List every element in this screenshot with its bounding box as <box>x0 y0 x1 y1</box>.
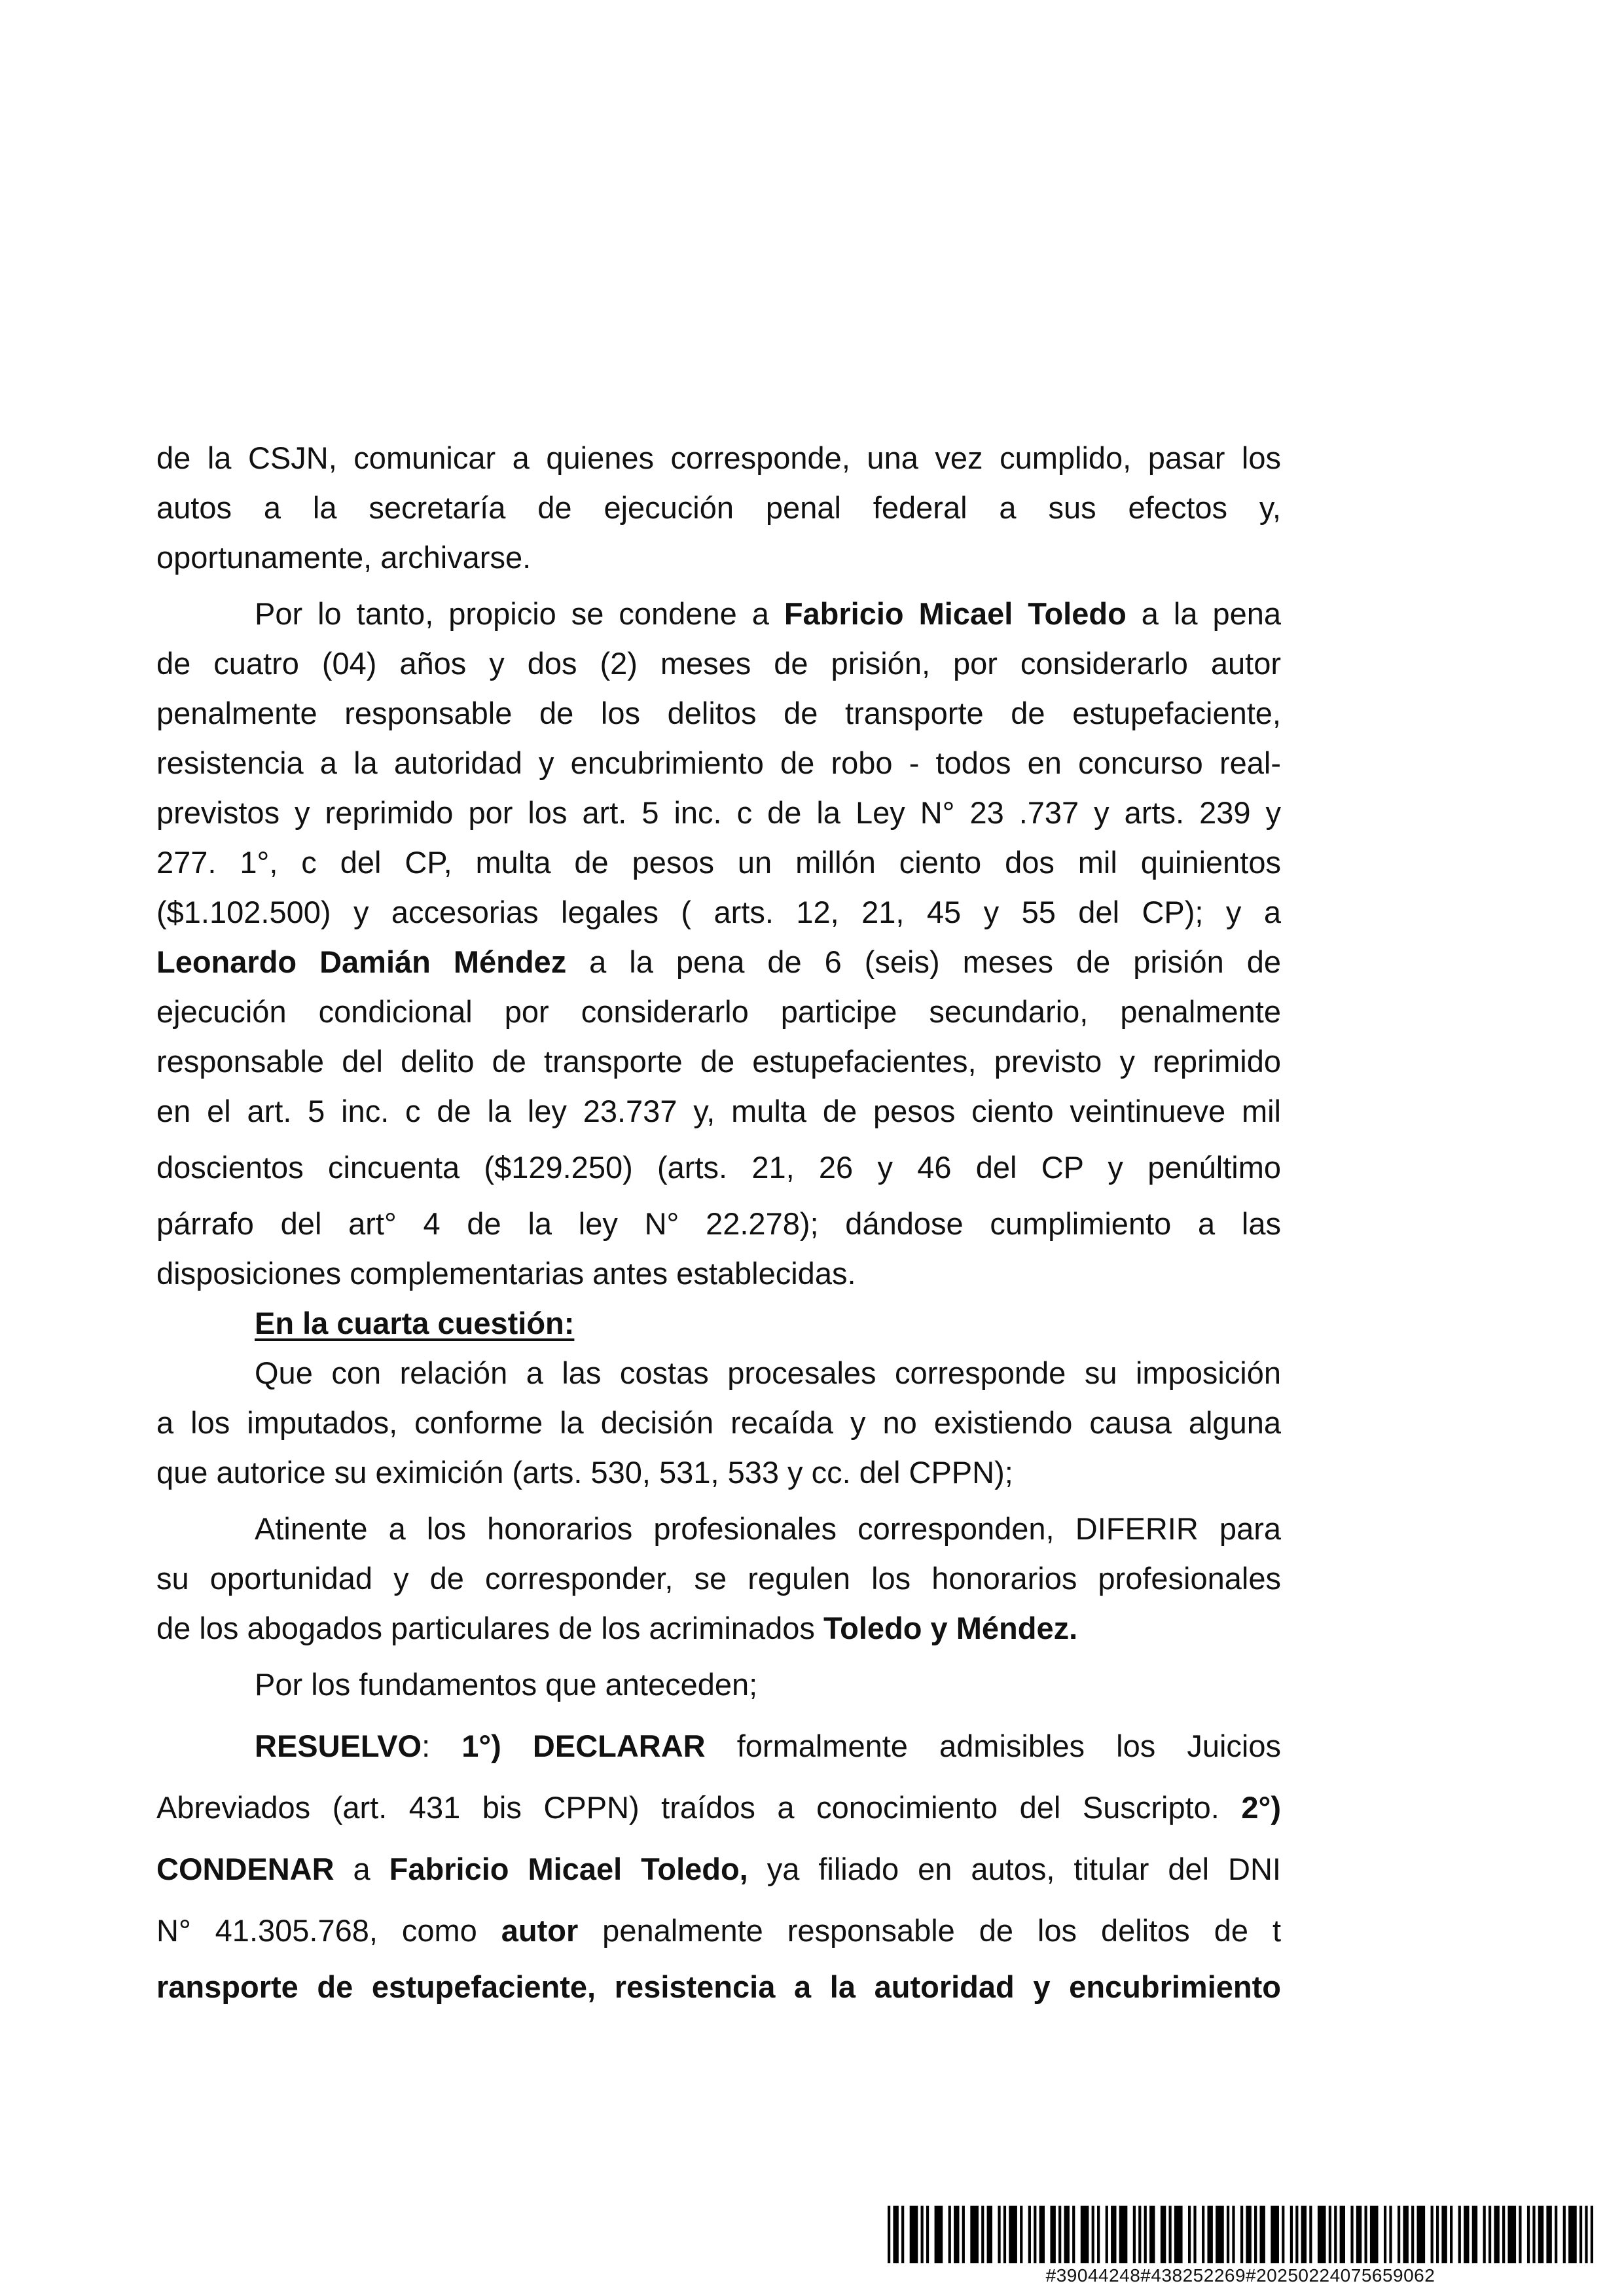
barcode-bar <box>1546 2206 1551 2263</box>
barcode-bar <box>1519 2206 1521 2263</box>
barcode-bar <box>998 2206 1000 2263</box>
barcode-bar <box>1340 2206 1345 2263</box>
resuelvo-label: RESUELVO <box>255 1729 422 1763</box>
barcode-bar <box>970 2206 979 2263</box>
text-line: 277. 1°, c del CP, multa de pesos un millón ciento dos mil quinientos <box>156 845 1281 880</box>
barcode-bar <box>962 2206 965 2263</box>
name-toledo: Fabricio Micael Toledo <box>784 596 1127 631</box>
condenar-label: CONDENAR <box>156 1852 334 1886</box>
barcode-bar <box>1050 2206 1055 2263</box>
text-line: Abreviados (art. 431 bis CPPN) traídos a conocimiento del Suscripto. 2°) <box>156 1790 1281 1825</box>
name-mendez: Leonardo Damián Méndez <box>156 944 567 979</box>
barcode-number: #39044248#438252269#20250224075659062 <box>1045 2265 1435 2286</box>
barcode-bar <box>1329 2206 1331 2263</box>
barcode-bar <box>1502 2206 1505 2263</box>
barcode-bar <box>1169 2206 1172 2263</box>
barcode-bar <box>1202 2206 1204 2263</box>
barcode-bar <box>1207 2206 1212 2263</box>
text-line: responsable del delito de transporte de estupefacientes, previsto y reprimido <box>156 1044 1281 1079</box>
barcode-bar <box>1290 2206 1293 2263</box>
declarar-label: 1°) DECLARAR <box>461 1729 706 1763</box>
barcode-bar <box>1472 2206 1477 2263</box>
text-line: de los abogados particulares de los acriminados Toledo y Méndez. <box>156 1611 1078 1645</box>
barcode-bar <box>1193 2206 1196 2263</box>
barcode-bar <box>888 2206 890 2263</box>
text-line: N° 41.305.768, como autor penalmente responsable de los delitos de t <box>156 1913 1281 1948</box>
text-line: a los imputados, conforme la decisión recaída y no existiendo causa alguna <box>156 1405 1281 1440</box>
barcode-bar <box>1092 2206 1094 2263</box>
barcode-bar <box>1111 2206 1116 2263</box>
barcode-bar <box>1081 2206 1089 2263</box>
barcode-bar <box>910 2206 918 2263</box>
barcode-bar <box>1216 2206 1224 2263</box>
barcode-bar <box>1591 2206 1593 2263</box>
text-line: resistencia a la autoridad y encubrimiento de robo - todos en concurso real- <box>156 745 1281 780</box>
barcode-bar <box>1295 2206 1298 2263</box>
barcode-bar <box>1579 2206 1582 2263</box>
resolution-line: RESUELVO: 1°) DECLARAR formalmente admisibles los Juicios <box>255 1729 1281 1763</box>
text-line: Que con relación a las costas procesales corresponde su imposición <box>255 1355 1281 1390</box>
barcode-bar <box>1398 2206 1400 2263</box>
barcode-bar <box>1174 2206 1183 2263</box>
barcode-bar <box>1188 2206 1191 2263</box>
barcode-bar <box>1119 2206 1128 2263</box>
text-line: párrafo del art° 4 de la ley N° 22.278); dándose cumplimiento a las <box>156 1206 1281 1241</box>
barcode-bar <box>948 2206 951 2263</box>
barcode-bar <box>1138 2206 1141 2263</box>
text-line: su oportunidad y de corresponder, se regulen los honorarios profesionales <box>156 1561 1281 1596</box>
barcode-bar <box>1417 2206 1426 2263</box>
barcode-bar <box>1364 2206 1367 2263</box>
text-line: CONDENAR a Fabricio Micael Toledo, ya filiado en autos, titular del DNI <box>156 1852 1281 1886</box>
barcode-bar <box>1483 2206 1486 2263</box>
text-line: que autorice su eximición (arts. 530, 531, 533 y cc. del CPPN); <box>156 1455 1013 1490</box>
barcode-bar <box>1441 2206 1447 2263</box>
barcode-bar <box>1318 2206 1326 2263</box>
barcode-bar <box>935 2206 943 2263</box>
text-line: previstos y reprimido por los art. 5 inc. c de la Ley N° 23 .737 y arts. 239 y <box>156 795 1281 830</box>
barcode-bar <box>987 2206 992 2263</box>
barcode-bar <box>1563 2206 1566 2263</box>
heading-cuarta-cuestion: En la cuarta cuestión: <box>255 1306 575 1340</box>
text-line: de la CSJN, comunicar a quienes corresponde, una vez cumplido, pasar los <box>156 440 1281 475</box>
barcode-bar <box>1489 2206 1491 2263</box>
item-2-label: 2°) <box>1241 1790 1281 1825</box>
barcode-bar <box>981 2206 984 2263</box>
text-line: de cuatro (04) años y dos (2) meses de prisión, por considerarlo autor <box>156 646 1281 681</box>
barcode-bar <box>1034 2206 1036 2263</box>
barcode-bar <box>901 2206 904 2263</box>
barcode-bar <box>1003 2206 1006 2263</box>
barcode-bar <box>1527 2206 1530 2263</box>
barcode-bar <box>1246 2206 1251 2263</box>
barcode-bar <box>1350 2206 1353 2263</box>
barcode-bar <box>1356 2206 1362 2263</box>
barcode-bar <box>1144 2206 1147 2263</box>
text-line: Leonardo Damián Méndez a la pena de 6 (seis) meses de prisión de <box>156 944 1281 979</box>
barcode-bar <box>1431 2206 1434 2263</box>
barcode-bar <box>1450 2206 1453 2263</box>
barcode-bar <box>1436 2206 1439 2263</box>
barcode-bar <box>1259 2206 1265 2263</box>
name-toledo: Fabricio Micael Toledo, <box>389 1852 748 1886</box>
barcode-bar <box>893 2206 898 2263</box>
barcode-bar <box>1532 2206 1535 2263</box>
barcode-bar <box>1028 2206 1031 2263</box>
barcode-bar <box>1161 2206 1166 2263</box>
barcode-bar <box>1133 2206 1136 2263</box>
barcode-bar <box>954 2206 959 2263</box>
barcode-bar <box>1464 2206 1469 2263</box>
barcode-bar <box>1227 2206 1229 2263</box>
text-line: ($1.102.500) y accesorias legales ( arts. 12, 21, 45 y 55 del CP); y a <box>156 895 1281 929</box>
text-line: doscientos cincuenta ($129.250) (arts. 21, 26 y 46 del CP y penúltimo <box>156 1150 1281 1185</box>
autor-label: autor <box>501 1913 579 1948</box>
barcode-bar <box>1301 2206 1307 2263</box>
barcode-bar <box>1568 2206 1577 2263</box>
barcode-bar <box>1106 2206 1108 2263</box>
barcode-bar <box>1458 2206 1461 2263</box>
barcode-bar <box>1403 2206 1408 2263</box>
text-line: autos a la secretaría de ejecución penal federal a sus efectos y, <box>156 490 1281 525</box>
barcode-bar <box>1271 2206 1279 2263</box>
barcode-bar <box>1240 2206 1243 2263</box>
barcode-bar <box>1232 2206 1235 2263</box>
barcode-bar <box>1254 2206 1257 2263</box>
barcode <box>888 2206 1593 2263</box>
barcode-bar <box>1058 2206 1061 2263</box>
text-line: oportunamente, archivarse. <box>156 540 532 575</box>
text-line: en el art. 5 inc. c de la ley 23.737 y, multa de pesos ciento veintinueve mil <box>156 1094 1281 1128</box>
text-line: penalmente responsable de los delitos de transporte de estupefaciente, <box>156 696 1281 730</box>
section-heading <box>156 1299 1281 1348</box>
barcode-bar <box>1009 2206 1017 2263</box>
barcode-bar <box>1538 2206 1543 2263</box>
names-toledo-mendez: Toledo y Méndez. <box>823 1611 1078 1645</box>
barcode-bar <box>1370 2206 1379 2263</box>
barcode-bar <box>1555 2206 1557 2263</box>
text-line: Por lo tanto, propicio se condene a Fabricio Micael Toledo a la pena <box>255 596 1281 631</box>
barcode-bar <box>1507 2206 1516 2263</box>
barcode-bar <box>1494 2206 1499 2263</box>
barcode-bar <box>1097 2206 1100 2263</box>
text-line: disposiciones complementarias antes establecidas. <box>156 1256 856 1291</box>
bold-line: ransporte de estupefaciente, resistencia a la autoridad y encubrimiento <box>156 1969 1281 2004</box>
barcode-bar <box>1149 2206 1155 2263</box>
barcode-bar <box>926 2206 929 2263</box>
barcode-bar <box>1389 2206 1392 2263</box>
barcode-bar <box>1334 2206 1337 2263</box>
barcode-bar <box>1309 2206 1312 2263</box>
text-line: Atinente a los honorarios profesionales corresponden, DIFERIR para <box>255 1511 1281 1546</box>
text-line: ejecución condicional por considerarlo participe secundario, penalmente <box>156 994 1281 1029</box>
barcode-bar <box>1411 2206 1414 2263</box>
barcode-bar <box>1585 2206 1587 2263</box>
barcode-bar <box>1072 2206 1075 2263</box>
text-line <box>156 1962 1281 2012</box>
barcode-bar <box>1282 2206 1284 2263</box>
barcode-bar <box>921 2206 924 2263</box>
barcode-bar <box>1020 2206 1022 2263</box>
document-body <box>156 433 1281 2012</box>
barcode-bar <box>1064 2206 1070 2263</box>
barcode-bar <box>1384 2206 1386 2263</box>
barcode-bar <box>1039 2206 1045 2263</box>
text-line: Por los fundamentos que anteceden; <box>255 1667 758 1702</box>
